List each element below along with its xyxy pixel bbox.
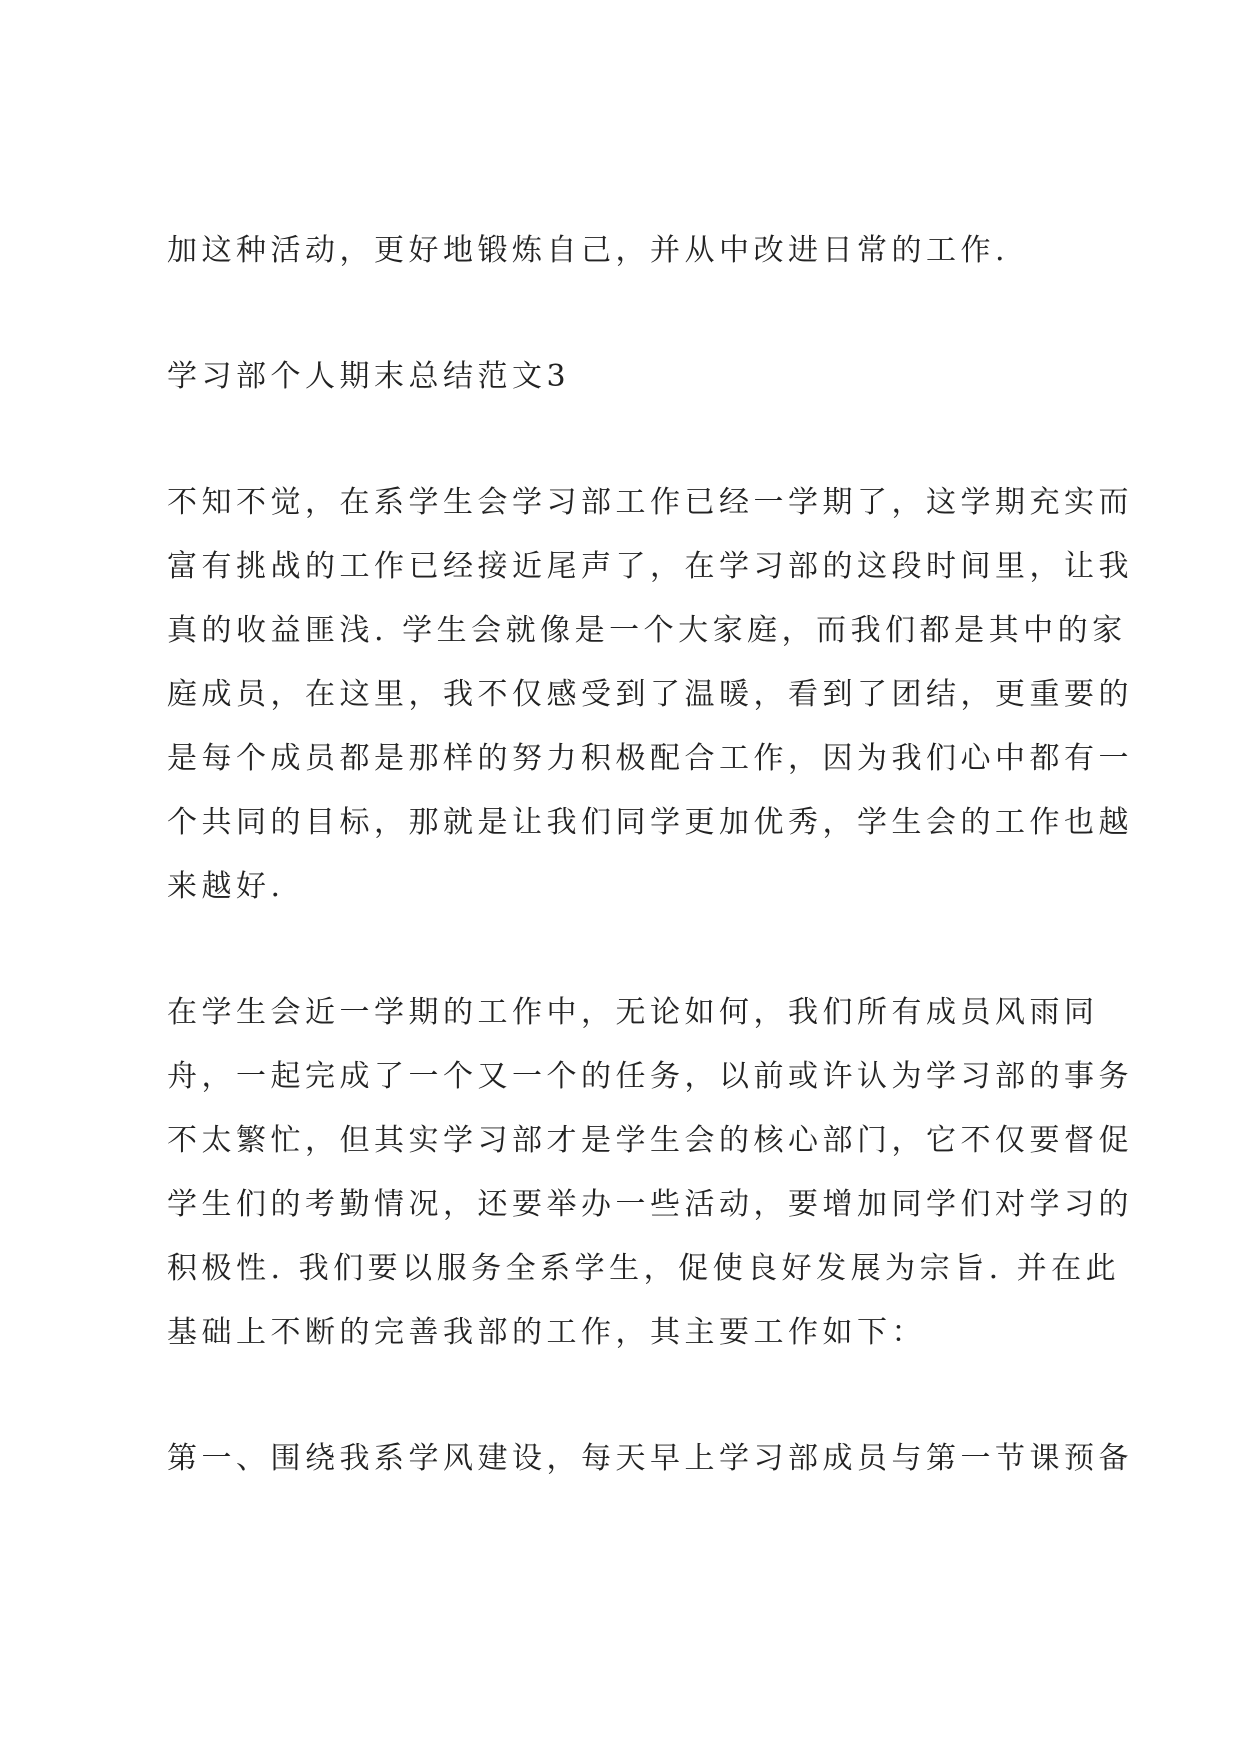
text-line-continuation: 加这种活动，更好地锻炼自己，并从中改进日常的工作. — [167, 233, 1010, 268]
paragraph-line: 真的收益匪浅. 学生会就像是一个大家庭，而我们都是其中的家 — [167, 613, 1127, 648]
paragraph-line: 是每个成员都是那样的努力积极配合工作，因为我们心中都有一 — [167, 741, 1133, 776]
paragraph-line: 不知不觉，在系学生会学习部工作已经一学期了，这学期充实而 — [167, 485, 1133, 520]
paragraph-line: 第一、围绕我系学风建设，每天早上学习部成员与第一节课预备 — [167, 1441, 1133, 1476]
paragraph-line: 来越好. — [167, 869, 285, 904]
paragraph-line: 舟，一起完成了一个又一个的任务，以前或许认为学习部的事务 — [167, 1059, 1133, 1094]
paragraph-line: 积极性. 我们要以服务全系学生，促使良好发展为宗旨. 并在此 — [167, 1251, 1121, 1286]
paragraph-line: 庭成员，在这里，我不仅感受到了温暖，看到了团结，更重要的 — [167, 677, 1133, 712]
paragraph-line: 个共同的目标，那就是让我们同学更加优秀，学生会的工作也越 — [167, 805, 1133, 840]
paragraph-line: 不太繁忙，但其实学习部才是学生会的核心部门，它不仅要督促 — [167, 1123, 1133, 1158]
section-heading: 学习部个人期末总结范文3 — [167, 359, 571, 394]
paragraph-line: 学生们的考勤情况，还要举办一些活动，要增加同学们对学习的 — [167, 1187, 1133, 1222]
paragraph-line: 基础上不断的完善我部的工作，其主要工作如下： — [167, 1315, 926, 1350]
paragraph-line: 在学生会近一学期的工作中，无论如何，我们所有成员风雨同 — [167, 995, 1099, 1030]
paragraph-line: 富有挑战的工作已经接近尾声了，在学习部的这段时间里，让我 — [167, 549, 1133, 584]
